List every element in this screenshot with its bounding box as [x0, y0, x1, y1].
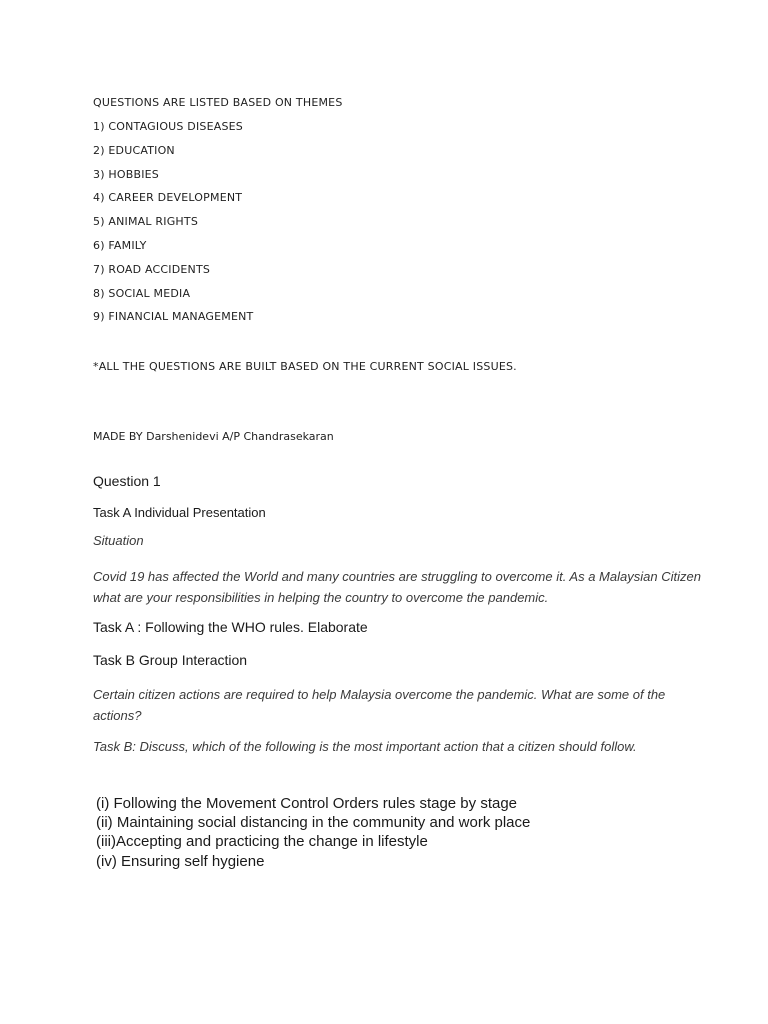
option-item: (i) Following the Movement Control Orders rules stage by stage [96, 795, 518, 812]
task-b-heading: Task B Group Interaction [93, 652, 248, 668]
task-a-heading: Task A Individual Presentation [93, 505, 266, 520]
option-item: (iv) Ensuring self hygiene [96, 853, 265, 870]
theme-item: 3) HOBBIES [93, 168, 159, 181]
theme-item: 9) FINANCIAL MANAGEMENT [93, 310, 254, 323]
theme-item: 4) CAREER DEVELOPMENT [93, 191, 243, 204]
theme-item: 5) ANIMAL RIGHTS [93, 215, 199, 228]
theme-item: 2) EDUCATION [93, 144, 175, 157]
situation-text: Covid 19 has affected the World and many countries are struggling to overcome it. As a Malaysian Citizen what are your responsibilities in helping the country to overcome the pandemic. [93, 569, 701, 605]
situation-label: Situation [93, 533, 144, 548]
theme-item: 1) CONTAGIOUS DISEASES [93, 120, 243, 133]
option-item: (iii)Accepting and practicing the change in lifestyle [96, 833, 428, 850]
note-text: *ALL THE QUESTIONS ARE BUILT BASED ON THE CURRENT SOCIAL ISSUES. [93, 360, 517, 373]
task-a-prompt: Task A : Following the WHO rules. Elaborate [93, 619, 368, 635]
themes-heading: QUESTIONS ARE LISTED BASED ON THEMES [93, 96, 343, 109]
theme-item: 6) FAMILY [93, 239, 147, 252]
option-item: (ii) Maintaining social distancing in the community and work place [96, 814, 531, 831]
theme-item: 8) SOCIAL MEDIA [93, 287, 191, 300]
theme-item: 7) ROAD ACCIDENTS [93, 263, 211, 276]
question-title: Question 1 [93, 473, 161, 489]
task-b-situation: Certain citizen actions are required to help Malaysia overcome the pandemic. What are some of the actions? [93, 687, 666, 723]
task-b-prompt: Task B: Discuss, which of the following is the most important action that a citizen should follow. [93, 739, 637, 754]
author-credit: MADE BY Darshenidevi A/P Chandrasekaran [93, 430, 334, 443]
